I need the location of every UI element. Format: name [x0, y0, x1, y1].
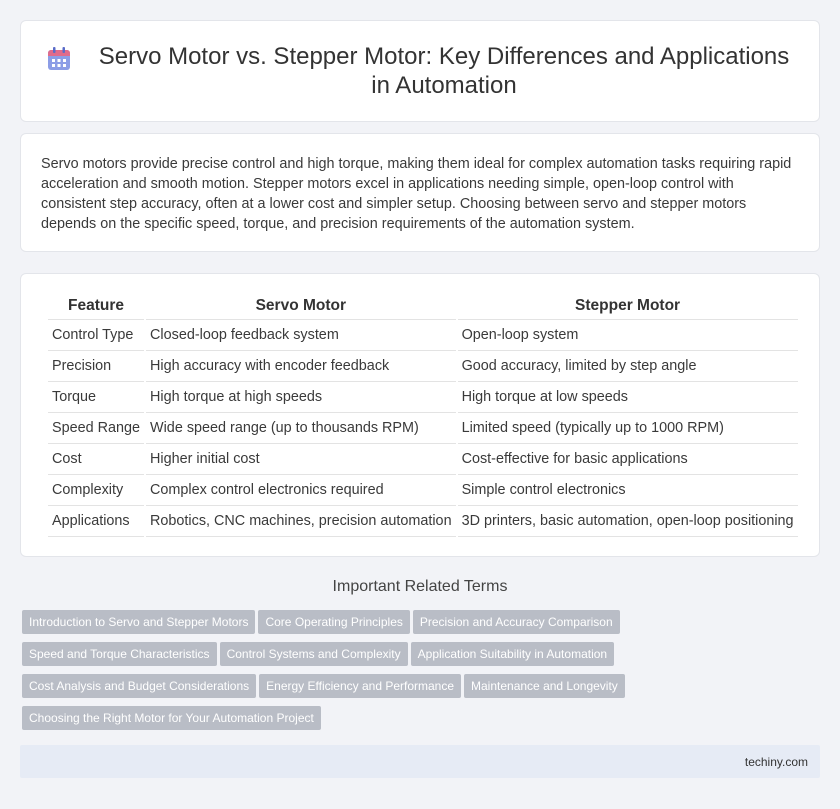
header-card	[20, 20, 820, 122]
comparison-table	[46, 294, 800, 537]
table-cell: Precision	[48, 351, 144, 382]
footer	[20, 745, 820, 778]
table-row	[48, 413, 798, 444]
table-cell: 3D printers, basic automation, open-loop positioning	[458, 506, 798, 537]
related-tag[interactable]: Application Suitability in Automation	[411, 642, 614, 666]
related-tag[interactable]: Choosing the Right Motor for Your Automation Project	[22, 706, 321, 730]
intro-text: Servo motors provide precise control and high torque, making them ideal for complex automation tasks requiring rapid acceleration and smooth motion. Stepper motors excel in applications needing simple, open-loop control with consistent step accuracy, often at a lower cost and simpler setup. Choosing between servo and stepper motors depends on the specific speed, torque, and precision requirements of the automation system.	[41, 156, 792, 232]
table-cell: Torque	[48, 382, 144, 413]
table-row	[48, 475, 798, 506]
table-cell: Speed Range	[48, 413, 144, 444]
table-cell: Cost	[48, 444, 144, 475]
table-cell: Limited speed (typically up to 1000 RPM)	[458, 413, 798, 444]
table-cell: Applications	[48, 506, 144, 537]
footer-brand[interactable]: techiny.com	[744, 755, 808, 769]
table-cell: High torque at high speeds	[146, 382, 456, 413]
related-terms-tags	[22, 610, 822, 738]
table-cell: Complexity	[48, 475, 144, 506]
table-row	[48, 444, 798, 475]
table-cell: Higher initial cost	[146, 444, 456, 475]
header-feature: Feature	[48, 294, 144, 320]
intro-card	[20, 133, 820, 252]
table-row	[48, 320, 798, 351]
related-terms-title: Important Related Terms	[332, 578, 508, 595]
table-cell: Complex control electronics required	[146, 475, 456, 506]
table-row	[48, 506, 798, 537]
table-cell: Good accuracy, limited by step angle	[458, 351, 798, 382]
related-tag[interactable]: Introduction to Servo and Stepper Motors	[22, 610, 255, 634]
table-cell: Closed-loop feedback system	[146, 320, 456, 351]
table-header-row	[48, 294, 798, 320]
table-cell: Simple control electronics	[458, 475, 798, 506]
table-cell: Robotics, CNC machines, precision automation	[146, 506, 456, 537]
related-tag[interactable]: Precision and Accuracy Comparison	[413, 610, 620, 634]
calendar-icon	[46, 46, 72, 72]
table-cell: High accuracy with encoder feedback	[146, 351, 456, 382]
related-tag[interactable]: Core Operating Principles	[258, 610, 409, 634]
header-servo: Servo Motor	[146, 294, 456, 320]
table-cell: Wide speed range (up to thousands RPM)	[146, 413, 456, 444]
table-row	[48, 351, 798, 382]
table-cell: Control Type	[48, 320, 144, 351]
table-cell: High torque at low speeds	[458, 382, 798, 413]
page-title: Servo Motor vs. Stepper Motor: Key Differences and Applications in Automation	[98, 43, 790, 99]
table-row	[48, 382, 798, 413]
related-tag[interactable]: Maintenance and Longevity	[464, 674, 625, 698]
header-stepper: Stepper Motor	[458, 294, 798, 320]
related-tag[interactable]: Cost Analysis and Budget Considerations	[22, 674, 256, 698]
table-cell: Open-loop system	[458, 320, 798, 351]
related-tag[interactable]: Control Systems and Complexity	[220, 642, 408, 666]
related-tag[interactable]: Energy Efficiency and Performance	[259, 674, 461, 698]
related-tag[interactable]: Speed and Torque Characteristics	[22, 642, 217, 666]
table-cell: Cost-effective for basic applications	[458, 444, 798, 475]
comparison-table-card	[20, 273, 820, 557]
